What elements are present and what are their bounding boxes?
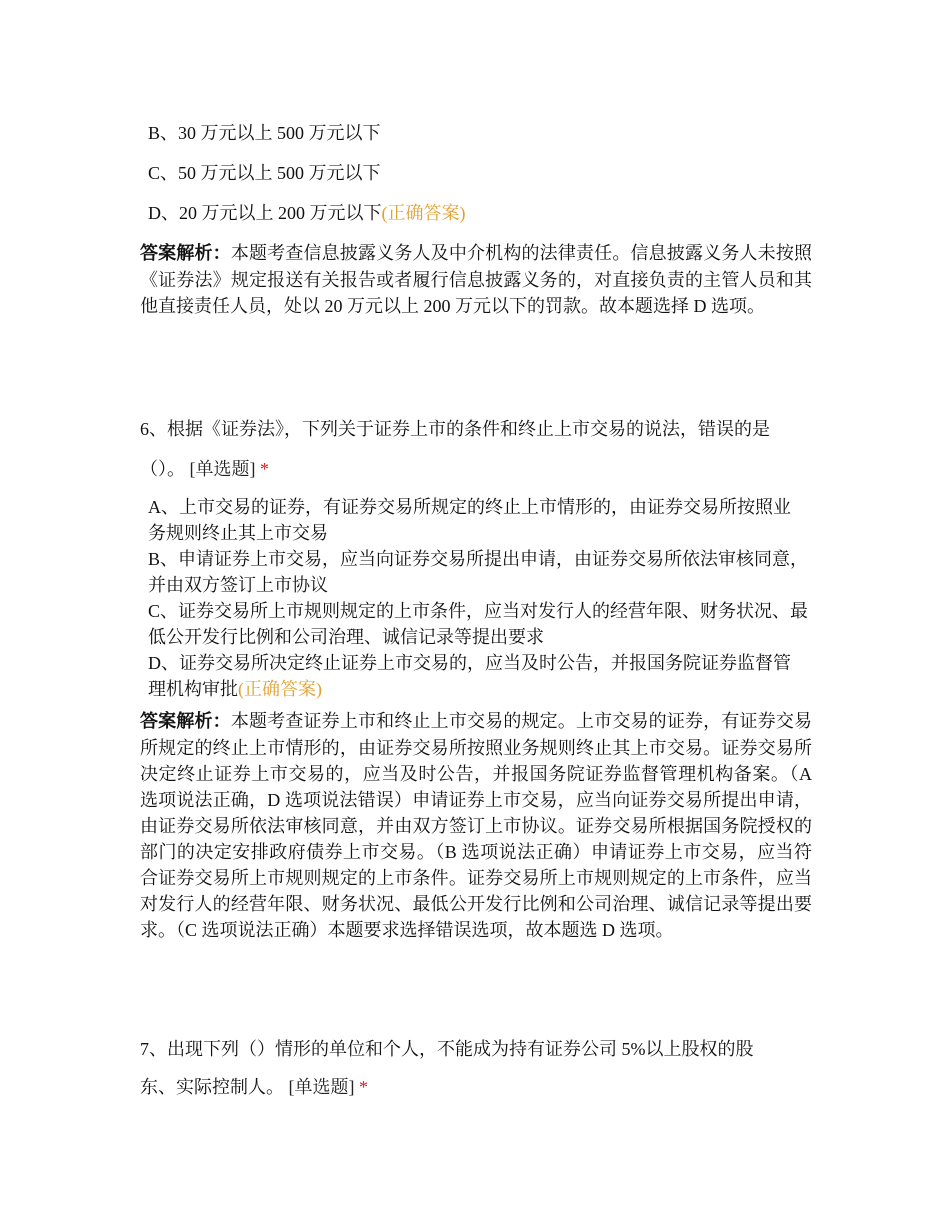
required-mark: * [260,459,269,479]
option-text: D、20 万元以上 200 万元以下 [148,203,382,223]
q6-explanation [140,708,812,943]
explanation-text: 本题考查证券上市和终止上市交易的规定。上市交易的证券，有证券交易所规定的终止上市情形的，由证券交易所按照业务规则终止其上市交易。证券交易所决定终止证券上市交易的，应当及时公告，并报国务院证券监督管理机构备案。（A 选项说法正确，D 选项说法错误）申请证券上市交易，应当向证券交易所提出申请，由证券交易所依法审核同意，并由双方签订上市协议。证券交易所根据国务院授权的部门的决定安排政府债券上市交易。（B 选项说法正确）申请证券上市交易，应当符合证券交易所上市规则规定的上市条件。证券交易所上市规则规定的上市条件，应当对发行人的经营年限、财务状况、最低公开发行比例和公司治理、诚信记录等提出要求。（C 选项说法正确）本题要求选择错误选项，故本题选 D 选项。 [140,711,813,940]
correct-answer-tag: (正确答案) [238,679,322,699]
q6-option-b[interactable] [148,546,808,598]
q7-title [140,1036,820,1062]
explanation-label: 答案解析： [140,711,231,732]
option-text: B、30 万元以上 500 万元以下 [148,123,381,143]
option-text: D、证券交易所决定终止证券上市交易的，应当及时公告，并报国务院证券监督管理机构审批 [148,653,791,699]
q5-option-d[interactable] [148,200,808,226]
q5-explanation [140,240,812,319]
option-text: A、上市交易的证券，有证券交易所规定的终止上市情形的，由证券交易所按照业务规则终止其上市交易 [148,497,791,543]
question-text: 东、实际控制人。 [140,1077,284,1097]
option-text: C、证券交易所上市规则规定的上市条件，应当对发行人的经营年限、财务状况、最低公开发行比例和公司治理、诚信记录等提出要求 [148,601,809,647]
question-text: （）。 [140,459,185,479]
q5-option-c[interactable] [148,160,808,186]
q6-option-d[interactable] [148,650,808,702]
q6-option-a[interactable] [148,494,808,546]
q6-title-line2 [140,456,820,482]
explanation-text: 本题考查信息披露义务人及中介机构的法律责任。信息披露义务人未按照《证券法》规定报送有关报告或者履行信息披露义务的，对直接负责的主管人员和其他直接责任人员，处以 20 万元以上 200 万元以下的罚款。故本题选择 D 选项。 [140,243,813,316]
option-text: B、申请证券上市交易，应当向证券交易所提出申请，由证券交易所依法审核同意，并由双方签订上市协议 [148,549,809,595]
q5-option-b[interactable] [148,120,808,146]
q6-option-c[interactable] [148,598,808,650]
required-mark: * [359,1077,368,1097]
correct-answer-tag: (正确答案) [381,203,466,223]
question-type-label: [单选题] [288,1077,355,1097]
q6-title [140,416,820,442]
question-text: 6、根据《证券法》，下列关于证券上市的条件和终止上市交易的说法，错误的是 [140,419,770,439]
option-text: C、50 万元以上 500 万元以下 [148,163,381,183]
question-text: 7、出现下列（）情形的单位和个人，不能成为持有证券公司 5%以上股权的股 [140,1039,754,1059]
question-type-label: [单选题] [189,459,256,479]
explanation-label: 答案解析： [140,243,231,264]
q7-title-line2 [140,1074,820,1100]
